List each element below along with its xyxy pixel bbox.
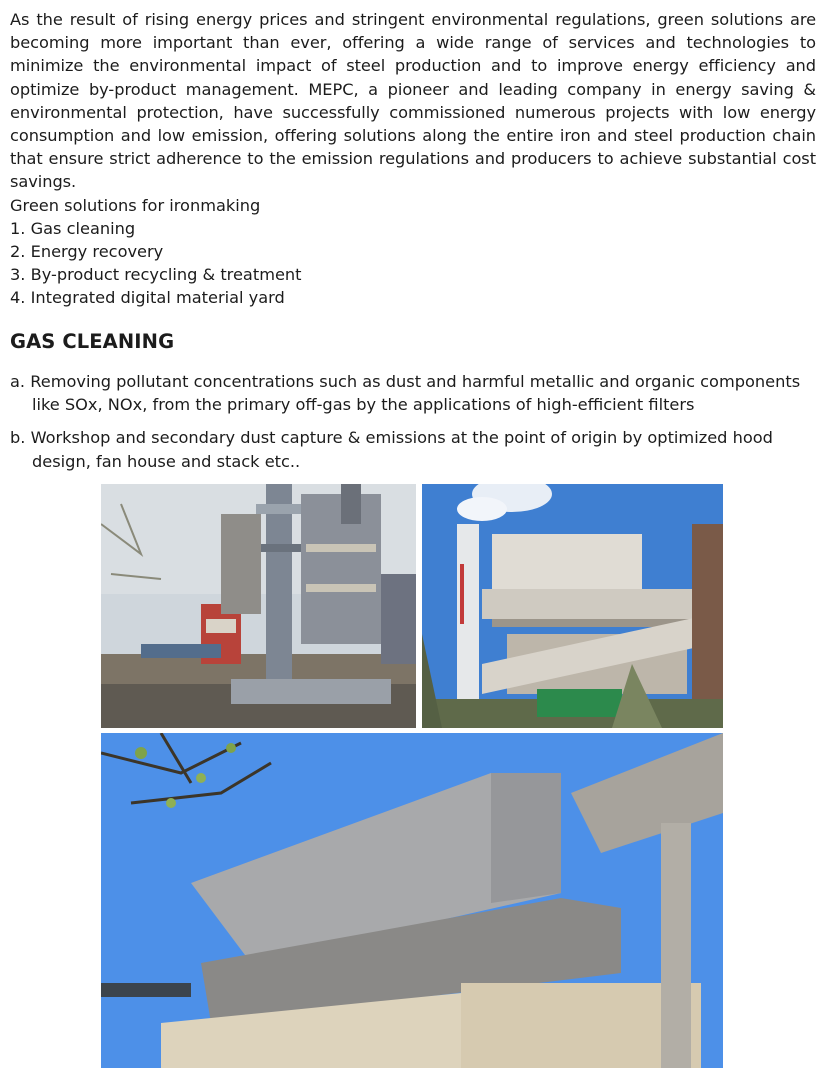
dust-collector-stack-photo [422, 484, 723, 728]
list-item: a. Removing pollutant concentrations such as dust and harmful metallic and organic components like SOx, NOx, from the primary off-gas by the applications of high-efficient filters [10, 372, 801, 415]
gas-cleaning-list [10, 370, 810, 483]
solutions-list [10, 217, 816, 310]
list-item: 4. Integrated digital material yard [10, 288, 285, 308]
list-item: 3. By-product recycling & treatment [10, 265, 302, 285]
industrial-plant-photo [101, 484, 416, 728]
section-title: GAS CLEANING [10, 330, 175, 353]
baghouse-filter-photo [101, 733, 723, 1068]
list-item: 1. Gas cleaning [10, 218, 136, 238]
list-item: b. Workshop and secondary dust capture & emissions at the point of origin by optimized hood design, fan house and stack etc.. [10, 428, 773, 471]
document-page [10, 8, 816, 471]
intro-paragraph: As the result of rising energy prices and stringent environmental regulations, green solutions are becoming more important than ever, offering a wide range of services and technologies to minimize the environmental impact of steel production and to improve energy efficiency and optimize by-product management. MEPC, a pioneer and leading company in energy saving & environmental protection, have successfully commissioned numerous projects with low energy consumption and low emission, offering solutions along the entire iron and steel production chain that ensure strict adherence to the emission regulations and producers to achieve substantial cost savings. [10, 10, 816, 192]
solutions-heading: Green solutions for ironmaking [10, 195, 261, 215]
list-item: 2. Energy recovery [10, 242, 164, 262]
